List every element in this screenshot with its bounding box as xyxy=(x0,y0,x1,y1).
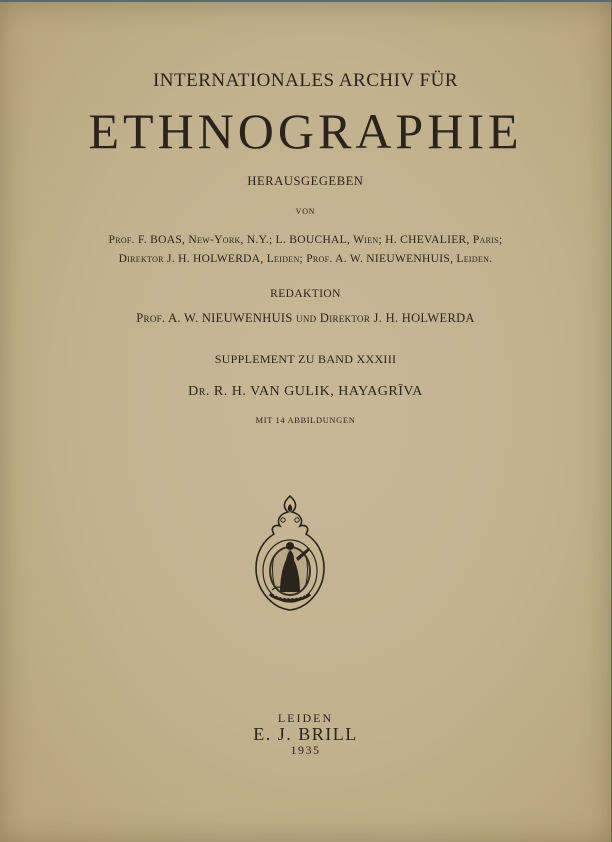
redaktion-names: Prof. A. W. NIEUWENHUIS und Direktor J. H. HOLWERDA xyxy=(136,311,475,325)
editors-line-2: Direktor J. H. HOLWERDA, Leiden; Prof. A. W. NIEUWENHUIS, Leiden. xyxy=(118,253,493,265)
redaktion-label: REDAKTION xyxy=(270,288,341,300)
series-title: INTERNATIONALES ARCHIV FÜR xyxy=(152,70,459,91)
supplement-line: SUPPLEMENT ZU BAND XXXIII xyxy=(214,352,397,366)
von-label: VON xyxy=(295,207,316,216)
title-page xyxy=(0,2,611,842)
imprint-publisher: E. J. BRILL xyxy=(253,724,358,744)
illustrations-note: MIT 14 ABBILDUNGEN xyxy=(255,415,356,425)
editors-line-1: Prof. F. BOAS, New-York, N.Y.; L. BOUCHAL, Wien; H. CHEVALIER, Paris; xyxy=(108,234,503,246)
publisher-device-icon xyxy=(250,494,330,612)
author-title: Dr. R. H. VAN GULIK, HAYAGRĪVA xyxy=(188,384,423,399)
imprint-city: LEIDEN xyxy=(277,711,334,725)
herausgegeben-label: HERAUSGEGEBEN xyxy=(247,174,364,188)
journal-title: ETHNOGRAPHIE xyxy=(88,103,523,159)
imprint-year: 1935 xyxy=(290,743,321,757)
